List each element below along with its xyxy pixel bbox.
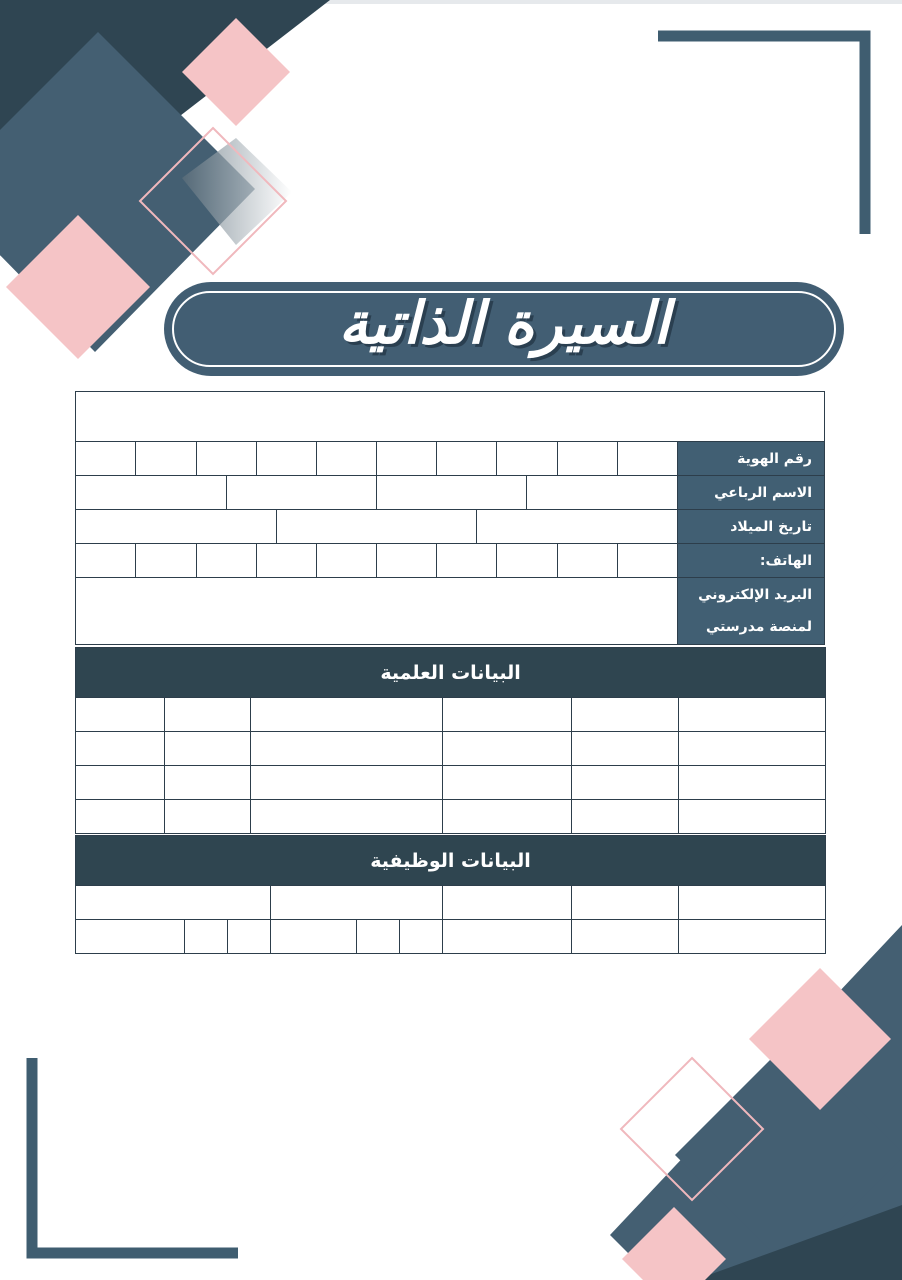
id-digit-cell[interactable] (497, 442, 557, 476)
phone-digit-cell[interactable] (557, 544, 617, 578)
email-label (678, 578, 825, 645)
phone-digit-cell[interactable] (377, 544, 437, 578)
academic-section-title: البيانات العلمية (76, 648, 826, 698)
phone-digit-cell[interactable] (437, 544, 497, 578)
id-number-label: رقم الهوية (678, 442, 825, 476)
bottom-left-corner-bracket (32, 1058, 238, 1253)
school-start-day-cell[interactable] (228, 920, 271, 954)
level-cell[interactable] (572, 920, 679, 954)
issuer-cell[interactable] (443, 766, 572, 800)
grandfather-name-field[interactable] (226, 476, 376, 509)
school-start-month-cell[interactable] (185, 920, 228, 954)
id-digit-cell[interactable] (76, 442, 136, 476)
personal-section-title: البيانات الشخصية (76, 392, 825, 442)
academic-data-table (75, 647, 826, 834)
attainment-cell[interactable] (679, 800, 826, 834)
job-entry-row (76, 920, 826, 954)
full-name-row (76, 476, 825, 510)
date-cell[interactable] (76, 766, 165, 800)
phone-label: الهاتف: (678, 544, 825, 578)
col-date-header: تاريخه (76, 698, 165, 732)
qualification-cell[interactable] (572, 732, 679, 766)
academic-entry-row (76, 732, 826, 766)
col-attainment-header: التحصيل العلمي (679, 698, 826, 732)
id-digit-cell[interactable] (557, 442, 617, 476)
rank-cell[interactable] (443, 920, 572, 954)
email-field[interactable] (76, 578, 678, 645)
academic-section-header-row (76, 648, 826, 698)
phone-digit-cell[interactable] (196, 544, 256, 578)
grade-cell[interactable] (165, 800, 251, 834)
id-digit-cell[interactable] (316, 442, 376, 476)
job-section-title: البيانات الوظيفية (76, 836, 826, 886)
ministry-start-day-cell[interactable] (400, 920, 443, 954)
birth-day-field[interactable] (477, 510, 677, 543)
id-number-row (76, 442, 825, 476)
academic-entry-row (76, 800, 826, 834)
personal-data-table (75, 391, 825, 645)
email-label-line-1: البريد الإلكتروني (698, 587, 812, 603)
qualification-cell[interactable] (572, 800, 679, 834)
col-ministry-start-header: تاريخ المباشرة بالوزارة (271, 886, 443, 920)
job-data-table (75, 835, 826, 954)
email-label-line-2: لمنصة مدرستي (706, 619, 812, 635)
col-job-title-header: مسمى الوظيفة (679, 886, 826, 920)
title-banner (164, 282, 844, 376)
school-start-year-cell[interactable] (76, 920, 185, 954)
issuer-cell[interactable] (443, 800, 572, 834)
birth-date-row (76, 510, 825, 544)
col-school-start-header: تاريخ المباشرة بالمدرسة (76, 886, 271, 920)
date-cell[interactable] (76, 800, 165, 834)
phone-digit-cell[interactable] (256, 544, 316, 578)
attainment-cell[interactable] (679, 766, 826, 800)
job-title-cell[interactable] (679, 920, 826, 954)
job-section-header-row (76, 836, 826, 886)
ministry-start-year-cell[interactable] (271, 920, 357, 954)
full-name-label: الاسم الرباعي (678, 476, 825, 510)
id-digit-cell[interactable] (256, 442, 316, 476)
id-digit-cell[interactable] (377, 442, 437, 476)
phone-digit-cell[interactable] (136, 544, 196, 578)
col-issuer-header: جهة الإصدار (443, 698, 572, 732)
page-title: السيرة الذاتية (338, 289, 670, 357)
email-row (76, 578, 825, 645)
phone-digit-cell[interactable] (617, 544, 677, 578)
col-specialization-header: التخصص (251, 698, 443, 732)
attainment-cell[interactable] (679, 732, 826, 766)
grade-cell[interactable] (165, 766, 251, 800)
issuer-cell[interactable] (443, 732, 572, 766)
personal-section-header-row (76, 392, 825, 442)
phone-row (76, 544, 825, 578)
col-qualification-header: المؤهل (572, 698, 679, 732)
id-digit-cell[interactable] (136, 442, 196, 476)
birth-date-label: تاريخ الميلاد (678, 510, 825, 544)
qualification-cell[interactable] (572, 766, 679, 800)
col-grade-header: التقدير (165, 698, 251, 732)
id-digit-cell[interactable] (617, 442, 677, 476)
grade-cell[interactable] (165, 732, 251, 766)
ministry-start-month-cell[interactable] (357, 920, 400, 954)
academic-entry-row (76, 766, 826, 800)
phone-digit-cell[interactable] (76, 544, 136, 578)
id-digit-cell[interactable] (437, 442, 497, 476)
col-level-header: المستوى (572, 886, 679, 920)
phone-digit-cell[interactable] (497, 544, 557, 578)
academic-column-header-row (76, 698, 826, 732)
family-name-field[interactable] (76, 476, 226, 509)
date-cell[interactable] (76, 732, 165, 766)
first-name-field[interactable] (527, 476, 677, 509)
col-rank-header: الدرجة (443, 886, 572, 920)
birth-year-field[interactable] (76, 510, 276, 543)
specialization-cell[interactable] (251, 766, 443, 800)
birth-month-field[interactable] (276, 510, 476, 543)
top-right-corner-bracket (658, 36, 865, 234)
job-column-header-row (76, 886, 826, 920)
phone-digit-cell[interactable] (316, 544, 376, 578)
specialization-cell[interactable] (251, 732, 443, 766)
specialization-cell[interactable] (251, 800, 443, 834)
father-name-field[interactable] (377, 476, 527, 509)
id-digit-cell[interactable] (196, 442, 256, 476)
